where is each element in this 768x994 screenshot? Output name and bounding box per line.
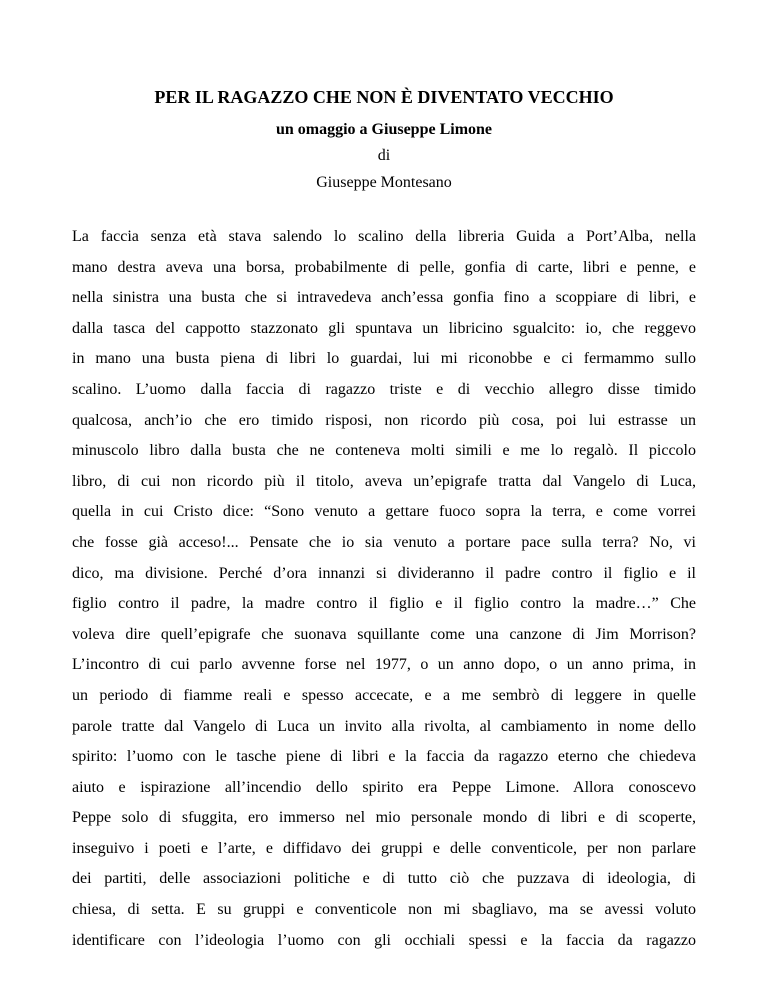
- text-line: che fosse già acceso!... Pensate che io sia venuto a portare pace sulla terra? No, vi: [72, 533, 696, 551]
- text-line: Peppe solo di sfuggita, ero immerso nel mio personale mondo di libri e di scoperte,: [72, 809, 696, 827]
- text-line: in mano una busta piena di libri lo guardai, lui mi riconobbe e ci fermammo sullo: [72, 350, 696, 368]
- text-line: dalla tasca del cappotto stazzonato gli spuntava un libricino sgualcito: io, che reggevo: [72, 319, 696, 337]
- text-line: La faccia senza età stava salendo lo scalino della libreria Guida a Port’Alba, nella: [72, 228, 696, 245]
- text-line: voleva dire quell’epigrafe che suonava squillante come una canzone di Jim Morrison?: [72, 625, 696, 643]
- text-line: spirito: l’uomo con le tasche piene di libri e la faccia da ragazzo eterno che chiedeva: [72, 748, 696, 766]
- text-line: qualcosa, anch’io che ero timido risposi, non ricordo più cosa, poi lui estrasse un: [72, 411, 696, 429]
- text-line: un periodo di fiamme reali e spesso accecate, e a me sembrò di leggere in quelle: [72, 686, 696, 704]
- author-name: Giuseppe Montesano: [316, 174, 452, 191]
- text-line: inseguivo i poeti e l’arte, e diffidavo dei gruppi e delle conventicole, per non parlare: [72, 839, 696, 857]
- byline-di: di: [377, 147, 391, 164]
- document-subtitle: un omaggio a Giuseppe Limone: [275, 121, 493, 138]
- text-line: quella in cui Cristo dice: “Sono venuto a gettare fuoco sopra la terra, e come vorrei: [72, 503, 696, 521]
- text-line: mano destra aveva una borsa, probabilmente di pelle, gonfia di carte, libri e penne, e: [72, 258, 696, 276]
- text-line: libro, di cui non ricordo più il titolo, aveva un’epigrafe tratta dal Vangelo di Luca,: [72, 472, 696, 490]
- text-line: nella sinistra una busta che si intravedeva anch’essa gonfia fino a scoppiare di libri, e: [72, 289, 696, 307]
- text-line: aiuto e ispirazione all’incendio dello spirito era Peppe Limone. Allora conoscevo: [72, 778, 696, 796]
- text-line: parole tratte dal Vangelo di Luca un invito alla rivolta, al cambiamento in nome dello: [72, 717, 696, 735]
- text-line: chiesa, di setta. E su gruppi e conventicole non mi sbagliavo, ma se avessi voluto: [72, 901, 696, 919]
- document-title: PER IL RAGAZZO CHE NON È DIVENTATO VECCHIO: [154, 87, 614, 107]
- text-line: dei partiti, delle associazioni politiche e di tutto ciò che puzzava di ideologia, di: [72, 870, 696, 888]
- text-line: identificare con l’ideologia l’uomo con gli occhiali spessi e la faccia da ragazzo: [72, 931, 696, 949]
- text-line: scalino. L’uomo dalla faccia di ragazzo triste e di vecchio allegro disse timido: [72, 380, 696, 398]
- body-paragraph: [72, 222, 696, 956]
- text-line: dico, ma divisione. Perché d’ora innanzi si divideranno il padre contro il figlio e il: [72, 564, 696, 582]
- text-line: L’incontro di cui parlo avvenne forse nel 1977, o un anno dopo, o un anno prima, in: [72, 656, 696, 674]
- text-line: minuscolo libro dalla busta che ne conteneva molti simili e me lo regalò. Il piccolo: [72, 442, 696, 460]
- text-line: figlio contro il padre, la madre contro il figlio e il figlio contro la madre…” Che: [72, 595, 696, 613]
